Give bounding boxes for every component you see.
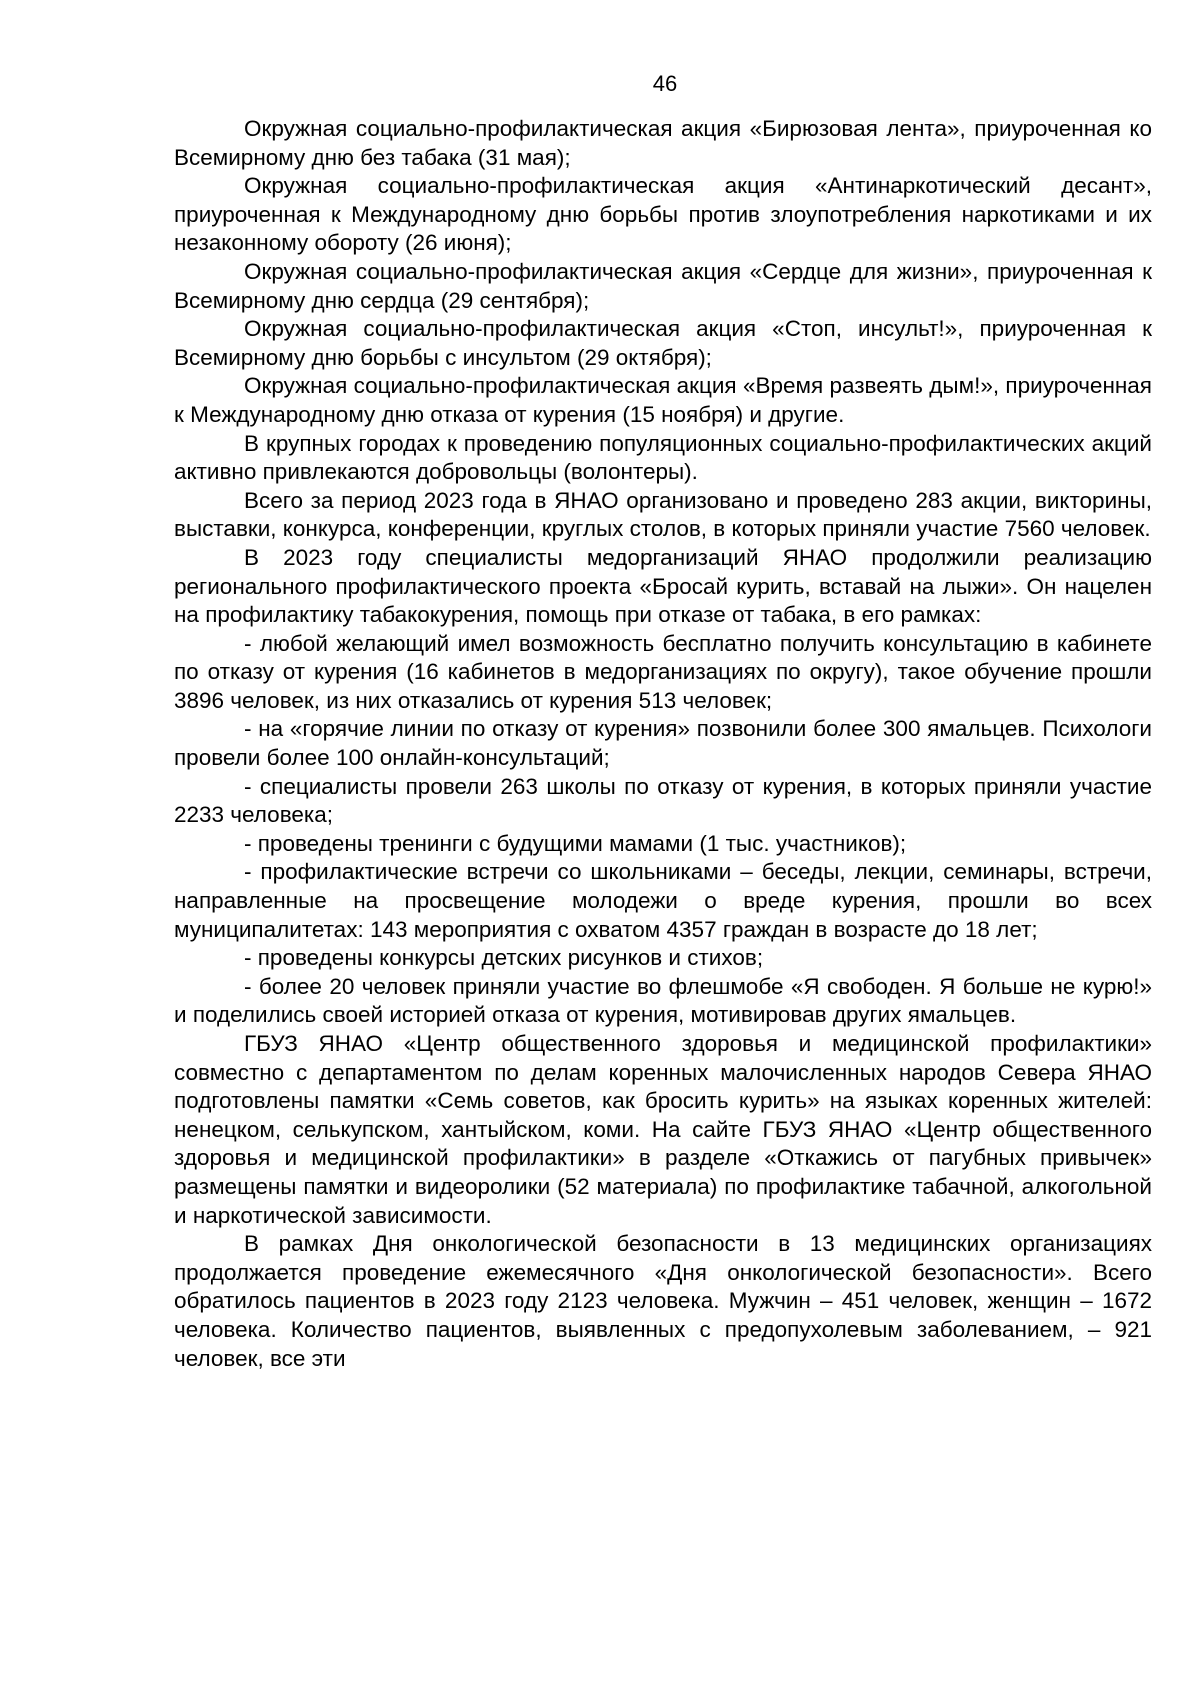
list-item: - любой желающий имел возможность бесплатно получить консультацию в кабинете по отказу от курения (16 кабинетов в медорганизациях по округу), такое обучение прошли 3896 человек, из них отказались от курения 513 человек;: [174, 630, 1152, 713]
list-item: - на «горячие линии по отказу от курения» позвонили более 300 ямальцев. Психологи провели более 100 онлайн-консультаций;: [174, 716, 1152, 771]
paragraph: Всего за период 2023 года в ЯНАО организовано и проведено 283 акции, викторины, выставки, конкурса, конференции, круглых столов, в которых приняли участие 7560 человек.: [174, 487, 1152, 542]
paragraph: В 2023 году специалисты медорганизаций ЯНАО продолжили реализацию регионального профилактического проекта «Бросай курить, вставай на лыжи». Он нацелен на профилактику табакокурения, помощь при отказе от табака, в его рамках:: [174, 544, 1152, 628]
paragraph: Окружная социально-профилактическая акция «Время развеять дым!», приуроченная к Международному дню отказа от курения (15 ноября) и другие.: [174, 373, 1152, 427]
list-item: - более 20 человек приняли участие во флешмобе «Я свободен. Я больше не курю!» и поделились своей историей отказа от курения, мотивировав других ямальцев.: [174, 973, 1152, 1028]
paragraph: В рамках Дня онкологической безопасности в 13 медицинских организациях продолжается проведение ежемесячного «Дня онкологической безопасности». Всего обратилось пациентов в 2023 году 2123 человека. Мужчин – 451 человек, женщин – 1672 человека. Количество пациентов, выявленных с предопухолевым заболеванием, – 921 человек, все эти: [174, 1231, 1152, 1371]
paragraph: ГБУЗ ЯНАО «Центр общественного здоровья и медицинской профилактики» совместно с департаментом по делам коренных малочисленных народов Севера ЯНАО подготовлены памятки «Семь советов, как бросить курить» на языках коренных жителей: ненецком, селькупском, хантыйском, коми. На сайте ГБУЗ ЯНАО «Центр общественного здоровья и медицинской профилактики» в разделе «Откажись от пагубных привычек» размещены памятки и видеоролики (52 материала) по профилактике табачной, алкогольной и наркотической зависимости.: [174, 1031, 1152, 1228]
paragraph: Окружная социально-профилактическая акция «Сердце для жизни», приуроченная к Всемирному дню сердца (29 сентября);: [174, 258, 1152, 313]
list-item: - профилактические встречи со школьниками – беседы, лекции, семинары, встречи, направленные на просвещение молодежи о вреде курения, прошли во всех муниципалитетах: 143 мероприятия с охватом 4357 граждан в возрасте до 18 лет;: [174, 859, 1152, 942]
document-body: [174, 115, 1152, 1373]
list-item: - проведены тренинги с будущими мамами (1 тыс. участников);: [244, 830, 907, 856]
list-item: - специалисты провели 263 школы по отказу от курения, в которых приняли участие 2233 человека;: [174, 773, 1152, 828]
paragraph: Окружная социально-профилактическая акция «Стоп, инсульт!», приуроченная к Всемирному дню борьбы с инсультом (29 октября);: [174, 316, 1152, 370]
paragraph: Окружная социально-профилактическая акция «Антинаркотический десант», приуроченная к Международному дню борьбы против злоупотребления наркотиками и их незаконному обороту (26 июня);: [174, 173, 1152, 256]
page-number: 46: [652, 71, 678, 96]
paragraph: Окружная социально-профилактическая акция «Бирюзовая лента», приуроченная ко Всемирному дню без табака (31 мая);: [174, 116, 1152, 170]
paragraph: В крупных городах к проведению популяционных социально-профилактических акций активно привлекаются добровольцы (волонтеры).: [174, 430, 1152, 485]
list-item: - проведены конкурсы детских рисунков и стихов;: [244, 945, 764, 971]
